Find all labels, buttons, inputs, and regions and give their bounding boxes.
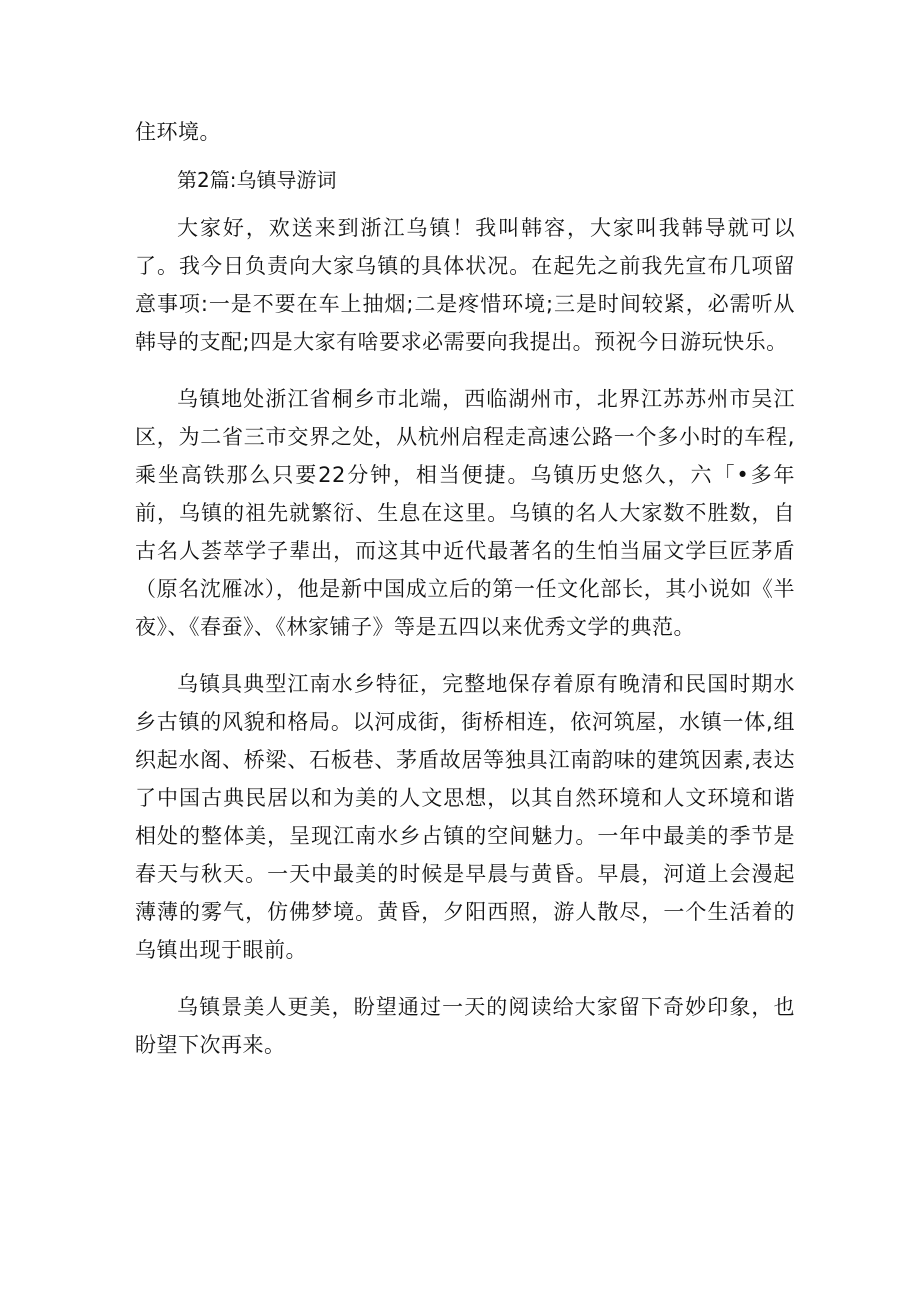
spacer <box>135 199 795 209</box>
spacer <box>135 969 795 988</box>
paragraph-greeting: 大家好，欢送来到浙江乌镇！我叫韩容，大家叫我韩导就可以了。我今日负责向大家乌镇的具体状况。在起先之前我先宣布几项留意事项:一是不要在车上抽烟;二是疼惜环境;三是时间较紧，必需听从韩导的支配;四是大家有啥要求必需要向我提出。预祝今日游玩快乐。 <box>135 216 795 354</box>
section-heading: 第2篇:乌镇导游词 <box>177 168 337 192</box>
continuation-text: 住环境。 <box>135 120 221 144</box>
spacer <box>135 646 795 665</box>
spacer <box>135 361 795 380</box>
paragraph-architecture: 乌镇具典型江南水乡特征，完整地保存着原有晚清和民国时期水乡古镇的风貌和格局。以河成街，街桥相连，依河筑屋，水镇一体,组织起水阁、桥梁、石板巷、茅盾故居等独具江南韵味的建筑因素,表达了中国古典民居以和为美的人文思想，以其自然环境和人文环境和谐相处的整体美，呈现江南水乡占镇的空间魅力。一年中最美的季节是春天与秋天。一天中最美的时候是早晨与黄昏。早晨，河道上会漫起薄薄的雾气，仿佛梦境。黄昏，夕阳西照，游人散尽，一个生活着的乌镇出现于眼前。 <box>135 672 795 962</box>
paragraph-closing: 乌镇景美人更美，盼望通过一天的阅读给大家留下奇妙印象，也盼望下次再来。 <box>135 995 795 1057</box>
spacer <box>135 151 795 161</box>
document-body <box>135 113 795 1064</box>
paragraph-location-history: 乌镇地处浙江省桐乡市北端，西临湖州市，北界江苏苏州市吴江区，为二省三市交界之处，从杭州启程走高速公路一个多小时的车程,乘坐高铁那么只要22分钟，相当便捷。乌镇历史悠久，六「•多年前，乌镇的祖先就繁衍、生息在这里。乌镇的名人大家数不胜数，自古名人荟萃学子辈出，而这其中近代最著名的生怕当届文学巨匠茅盾（原名沈雁冰），他是新中国成立后的第一任文化部长，其小说如《半夜》、《春蚕》、《林家铺子》等是五四以来优秀文学的典范。 <box>135 387 795 639</box>
